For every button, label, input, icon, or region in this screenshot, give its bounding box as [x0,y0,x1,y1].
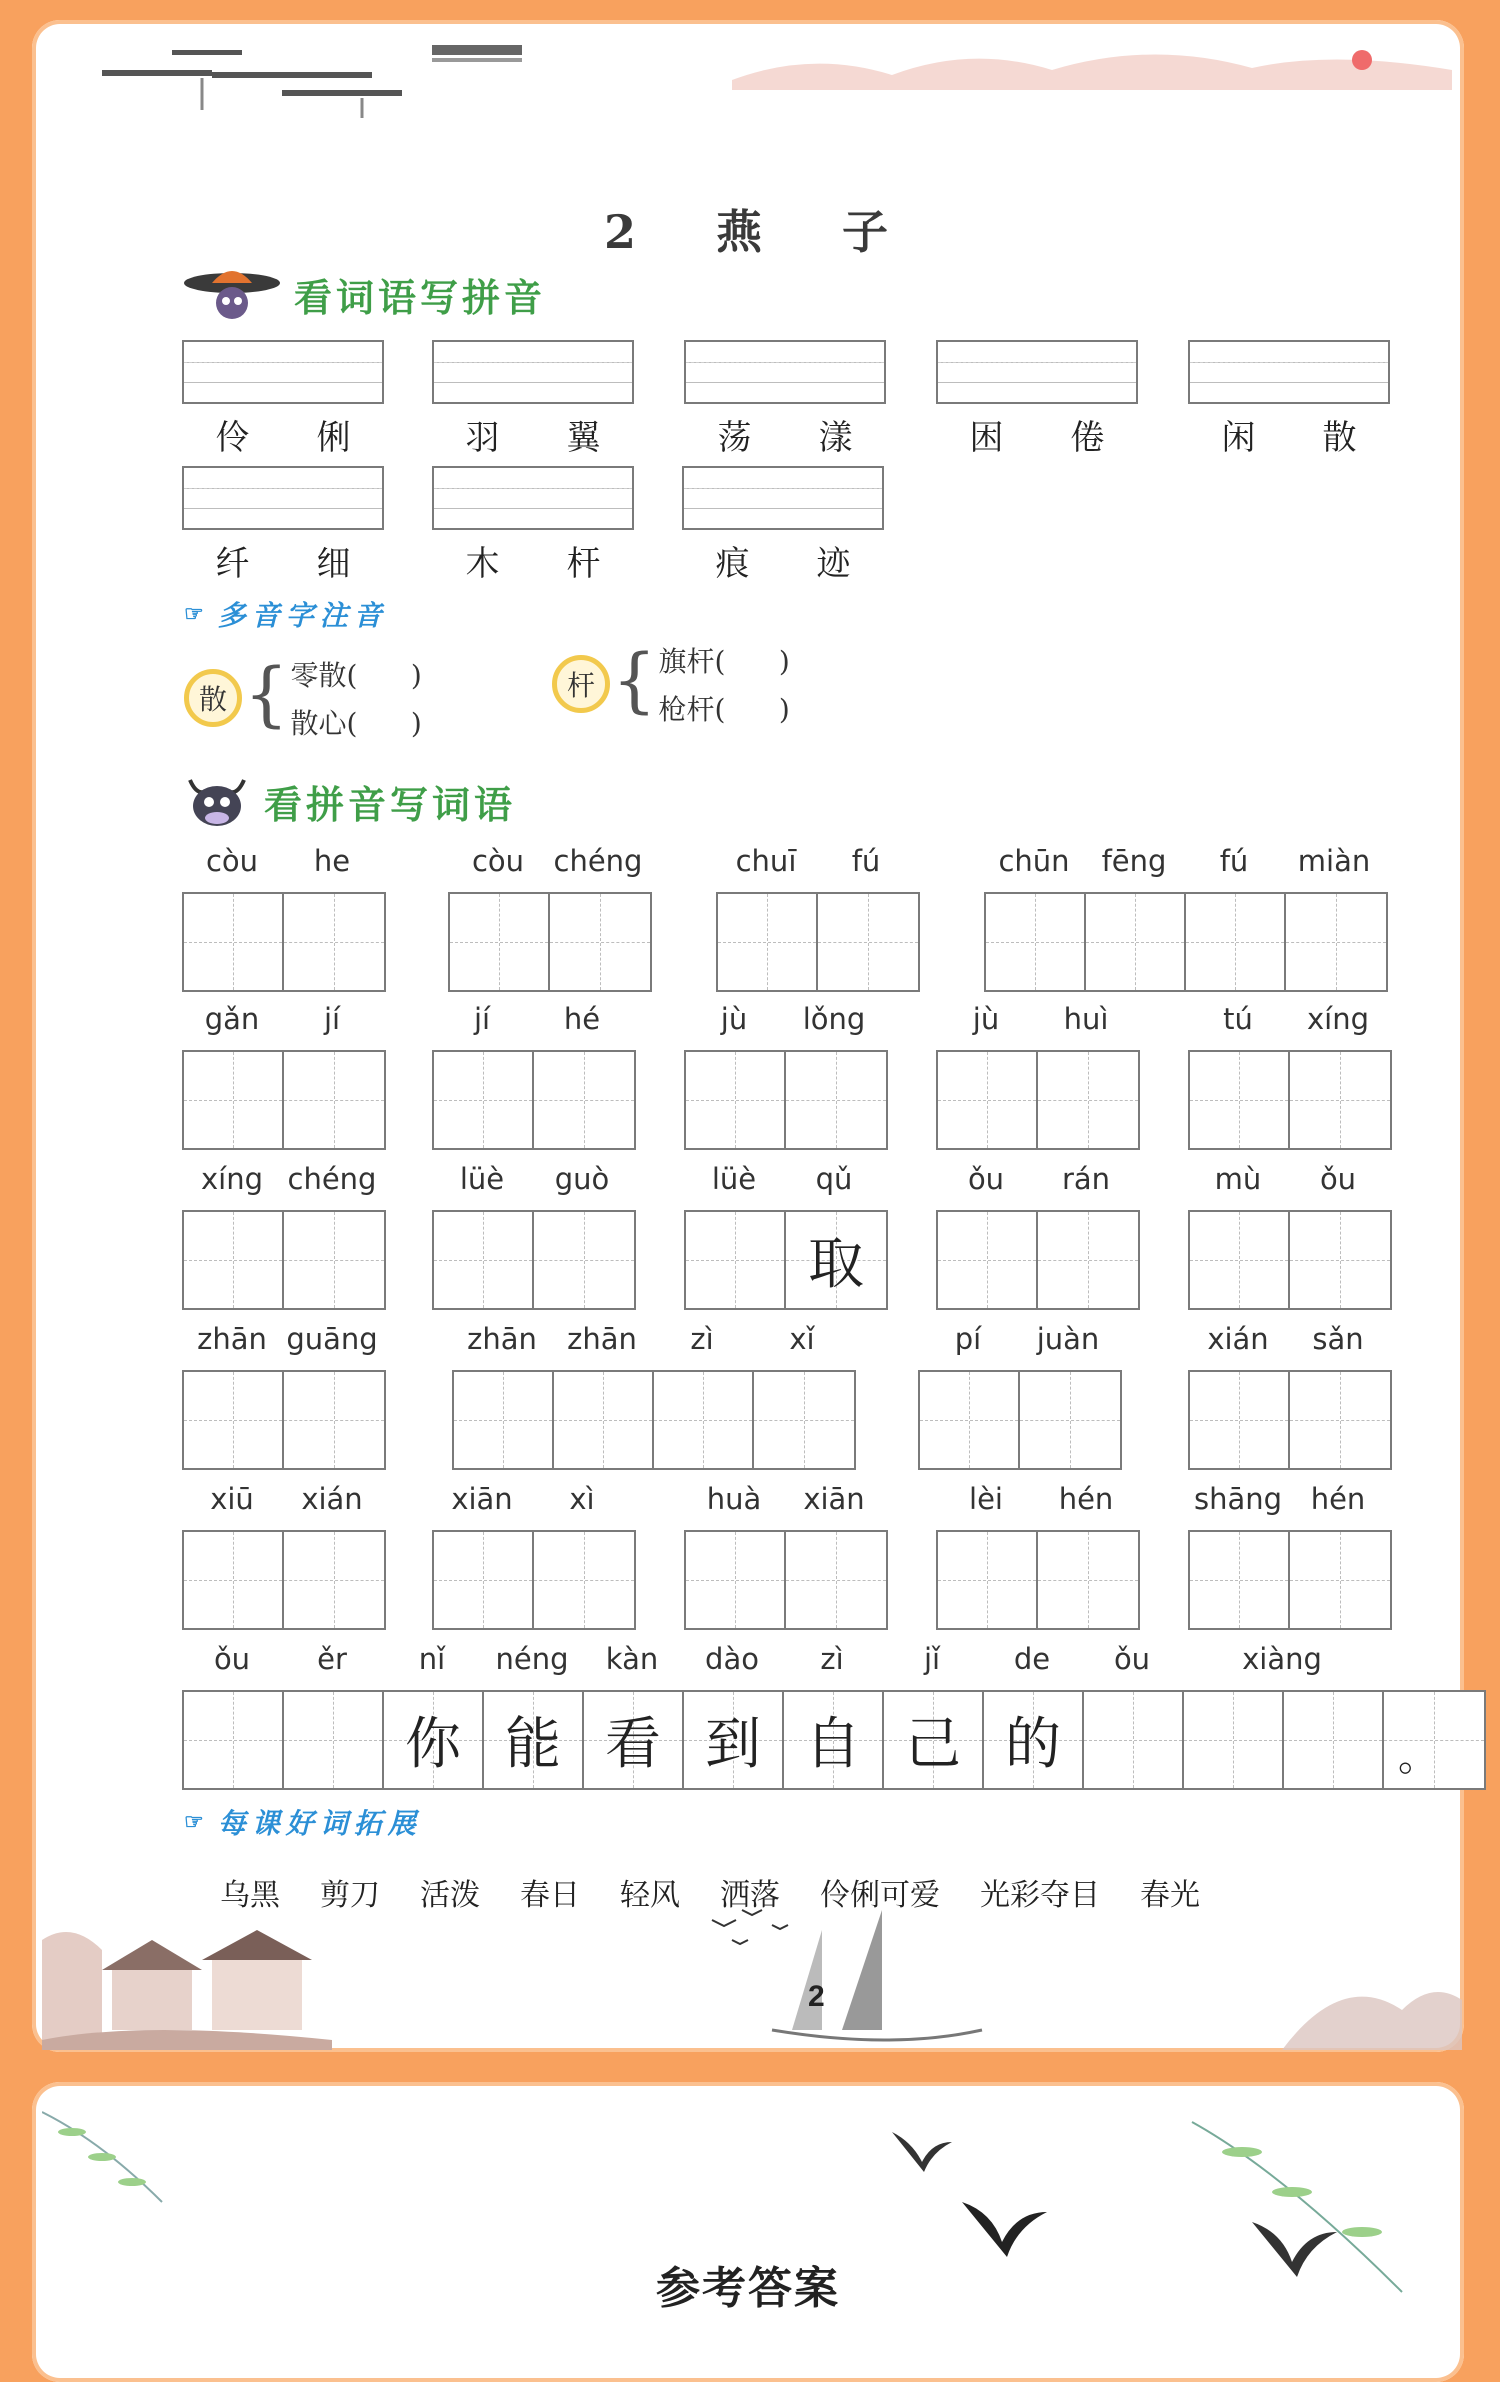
writing-grid [452,1370,856,1470]
pinyin-label: lèi [969,1482,1003,1516]
polyphone-heading [184,594,388,634]
section-title: 看词语写拼音 [294,274,547,320]
pinyin-label: còu [471,844,525,878]
answer-card [32,2082,1464,2382]
writing-grid [918,1370,1122,1470]
writing-cell[interactable] [450,894,550,990]
writing-cell[interactable] [284,1212,384,1308]
pinyin-answer-box[interactable] [936,340,1138,404]
pinyin-label: hén [1310,1482,1366,1516]
writing-cell[interactable] [686,1532,786,1628]
extension-word: 乌黑 [220,1878,280,1913]
writing-cell[interactable] [554,1372,654,1468]
pinyin-label: xiàng [1242,1642,1322,1676]
writing-cell[interactable] [1086,894,1186,990]
mountain-decoration-icon [732,30,1452,110]
pinyin-label: huì [1063,1002,1109,1036]
pinyin-label: de [1013,1642,1051,1676]
writing-cell[interactable] [434,1212,534,1308]
polyphone-group [552,640,790,728]
writing-cell[interactable] [1284,1692,1384,1788]
polyphone-char: 散 [198,683,227,716]
writing-cell[interactable] [986,894,1086,990]
pinyin-label: chūn [998,844,1070,878]
pinyin-label: ǒu [967,1162,1005,1196]
writing-grid [182,1050,386,1150]
vocab-word [432,536,634,585]
polyphone-line[interactable]: 旗杆( ) [658,645,790,678]
pinyin-answer-box[interactable] [682,466,884,530]
writing-grid [1188,1210,1392,1310]
pinyin-label: fú [1219,844,1249,878]
brace-icon: { [244,653,289,735]
pinyin-label: ǒu [213,1642,251,1676]
pinyin-label: jí [473,1002,491,1036]
vocab-char: 困 [969,418,1004,458]
writing-grid [716,892,920,992]
vocab-char: 俐 [316,418,351,458]
answer-title: 参考答案 [656,2263,840,2314]
writing-grid [1188,1530,1392,1630]
eaves-decoration-icon [62,30,532,120]
vocab-char: 迹 [816,544,851,584]
writing-cell[interactable] [284,1692,384,1788]
vocab-word [936,410,1138,459]
writing-cell[interactable] [1190,1052,1290,1148]
vocab-word [182,536,384,585]
writing-cell[interactable] [786,1532,886,1628]
writing-grid [182,892,386,992]
section-write-words-heading [182,772,516,830]
vocab-char: 伶 [215,418,250,458]
pinyin-label: néng [495,1642,569,1676]
extension-word: 活泼 [420,1878,480,1913]
pinyin-label: xiū [210,1482,254,1516]
pinyin-label: guò [554,1162,610,1196]
mascot-icon [182,265,282,323]
pinyin-label: chéng [553,844,643,878]
pinyin-label: xíng [1306,1002,1369,1036]
vocab-char: 漾 [818,418,853,458]
sentence-writing-grid [182,1690,1486,1790]
writing-cell[interactable] [534,1052,634,1148]
extension-heading [184,1802,422,1842]
writing-cell[interactable] [718,894,818,990]
pinyin-label: miàn [1297,844,1371,878]
pinyin-label: juàn [1036,1322,1100,1356]
writing-grid [936,1210,1140,1310]
vocab-word [1188,410,1390,459]
pinyin-label: zì [820,1642,844,1676]
cell-char: 取 [808,1232,864,1297]
writing-cell[interactable] [184,1052,284,1148]
pinyin-label: tú [1223,1002,1253,1036]
hills-decoration-icon [1282,1950,1462,2050]
writing-grid [432,1050,636,1150]
polyphone-line[interactable]: 零散( ) [290,659,422,692]
vocab-char: 荡 [717,418,752,458]
pinyin-label: chuī [735,844,797,878]
pinyin-label: jù [972,1002,1000,1036]
writing-grid [182,1370,386,1470]
extension-word: 伶俐可爱 [820,1878,940,1913]
vocab-word [182,410,384,459]
writing-cell[interactable] [1184,1692,1284,1788]
writing-cell[interactable] [1290,1372,1390,1468]
writing-grid [684,1530,888,1630]
cell-char: 看 [605,1712,661,1777]
writing-cell[interactable] [550,894,650,990]
page-number: 2 [808,1980,825,2013]
writing-cell[interactable] [1290,1532,1390,1628]
writing-cell[interactable] [284,894,384,990]
polyphone-group [184,654,422,742]
pinyin-label: còu [205,844,259,878]
vocab-word [432,410,634,459]
pinyin-label: pí [954,1322,982,1356]
writing-cell[interactable] [786,1212,886,1308]
writing-cell[interactable] [384,1692,484,1788]
cell-char: 自 [805,1712,861,1777]
writing-cell[interactable] [786,1052,886,1148]
writing-cell[interactable] [534,1532,634,1628]
pinyin-label: jǐ [923,1642,941,1676]
lesson-title-char: 燕 [716,205,766,259]
writing-cell[interactable] [1190,1212,1290,1308]
writing-cell[interactable] [434,1052,534,1148]
vocab-char: 痕 [715,544,750,584]
writing-cell[interactable] [938,1532,1038,1628]
writing-cell[interactable] [284,1532,384,1628]
cell-char: 你 [405,1712,461,1777]
writing-cell[interactable] [184,1372,284,1468]
pointing-hand-icon: ☞ [184,1809,210,1835]
writing-grid [936,1050,1140,1150]
extension-word: 洒落 [720,1878,780,1913]
pinyin-label: jù [720,1002,748,1036]
vocab-char: 翼 [566,418,601,458]
pinyin-label: sǎn [1312,1322,1364,1356]
writing-cell[interactable] [1186,894,1286,990]
pinyin-label: jí [323,1002,341,1036]
pinyin-label: ǒu [1319,1162,1357,1196]
pinyin-answer-box[interactable] [1188,340,1390,404]
polyphone-char: 杆 [566,669,595,702]
writing-cell[interactable] [654,1372,754,1468]
sub-heading-text: 每课好词拓展 [217,1807,422,1840]
pinyin-label: xiān [803,1482,865,1516]
writing-cell[interactable] [434,1532,534,1628]
writing-cell[interactable] [184,894,284,990]
writing-cell[interactable] [184,1692,284,1788]
writing-cell[interactable] [784,1692,884,1788]
pinyin-label: lüè [711,1162,757,1196]
writing-grid [182,1210,386,1310]
pinyin-label: xǐ [789,1322,815,1356]
writing-cell[interactable] [684,1692,784,1788]
pinyin-label: qǔ [815,1162,853,1196]
vocab-char: 倦 [1070,418,1105,458]
writing-cell[interactable] [1020,1372,1120,1468]
polyphone-char-badge [552,655,610,713]
boats-decoration-icon [692,1900,992,2050]
writing-grid [448,892,652,992]
pinyin-label: dào [705,1642,759,1676]
writing-cell[interactable] [818,894,918,990]
section-title: 看拼音写词语 [264,781,517,827]
pinyin-label: xián [1207,1322,1269,1356]
vocab-char: 闲 [1221,418,1256,458]
pinyin-label: shāng [1193,1482,1283,1516]
pinyin-label: xiān [451,1482,513,1516]
pinyin-label: fēng [1101,844,1167,878]
writing-cell[interactable] [184,1532,284,1628]
pinyin-label: lüè [459,1162,505,1196]
writing-cell[interactable] [938,1212,1038,1308]
section-write-pinyin-heading [182,265,546,323]
sub-heading-text: 多音字注音 [217,599,388,632]
writing-cell[interactable] [1290,1052,1390,1148]
cell-char: 己 [905,1712,961,1777]
writing-cell[interactable] [534,1212,634,1308]
pinyin-label: he [313,844,351,878]
writing-grid [182,1530,386,1630]
writing-cell[interactable] [1038,1532,1138,1628]
pinyin-label: nǐ [418,1642,446,1676]
writing-grid [432,1530,636,1630]
vocab-char: 散 [1322,418,1357,458]
lesson-title [32,196,1464,262]
polyphone-char-badge [184,669,242,727]
extension-word: 轻风 [620,1878,680,1913]
cell-char: 能 [505,1712,561,1777]
pinyin-label: ěr [317,1642,347,1676]
pinyin-label: xíng [200,1162,263,1196]
extension-word: 春光 [1140,1878,1200,1913]
writing-grid [432,1210,636,1310]
vocab-word [684,410,886,459]
writing-cell[interactable] [1038,1052,1138,1148]
extension-word: 光彩夺目 [980,1878,1100,1913]
writing-grid [684,1210,888,1310]
pinyin-label: fú [851,844,881,878]
writing-grid [1188,1050,1392,1150]
pinyin-label: zì [690,1322,714,1356]
writing-cell[interactable] [284,1372,384,1468]
writing-cell[interactable] [754,1372,854,1468]
period-mark: 。 [1398,1734,1438,1780]
pinyin-label: xián [301,1482,363,1516]
willow-branch-icon [42,2102,172,2212]
writing-cell[interactable] [884,1692,984,1788]
vocab-char: 细 [316,544,351,584]
lesson-number: 2 [603,205,640,259]
writing-cell[interactable] [1384,1692,1484,1788]
writing-cell[interactable] [284,1052,384,1148]
vocab-char: 杆 [566,544,601,584]
writing-cell[interactable] [1290,1212,1390,1308]
writing-cell[interactable] [584,1692,684,1788]
pinyin-answer-box[interactable] [182,466,384,530]
worksheet-page [32,20,1464,2052]
writing-grid [936,1530,1140,1630]
writing-cell[interactable] [1286,894,1386,990]
pinyin-answer-box[interactable] [432,340,634,404]
writing-cell[interactable] [454,1372,554,1468]
extension-word: 剪刀 [320,1878,380,1913]
pinyin-answer-box[interactable] [684,340,886,404]
lesson-title-char: 子 [842,205,893,259]
cell-char: 到 [705,1712,761,1777]
vocab-word [682,536,884,585]
pinyin-label: mù [1214,1162,1262,1196]
writing-cell[interactable] [184,1212,284,1308]
vocab-char: 羽 [465,418,500,458]
pinyin-label: zhān [467,1322,537,1356]
polyphone-line[interactable]: 枪杆( ) [658,693,790,726]
pinyin-label: guāng [286,1322,378,1356]
pinyin-label: rán [1061,1162,1111,1196]
writing-cell[interactable] [484,1692,584,1788]
pinyin-label: gǎn [204,1002,260,1036]
vocab-char: 纤 [215,544,250,584]
pinyin-label: zhān [197,1322,267,1356]
writing-cell[interactable] [1190,1532,1290,1628]
pinyin-label: chéng [287,1162,377,1196]
writing-cell[interactable] [1190,1372,1290,1468]
writing-grid [684,1050,888,1150]
village-decoration-icon [42,1880,332,2050]
cell-char: 的 [1005,1712,1061,1777]
pinyin-label: kàn [605,1642,659,1676]
polyphone-line[interactable]: 散心( ) [290,707,422,740]
writing-grid [984,892,1388,992]
writing-cell[interactable] [686,1052,786,1148]
pinyin-label: huà [706,1482,762,1516]
writing-cell[interactable] [920,1372,1020,1468]
pinyin-label: ǒu [1113,1642,1151,1676]
pinyin-label: xì [569,1482,595,1516]
extension-word: 春日 [520,1878,580,1913]
writing-cell[interactable] [984,1692,1084,1788]
writing-cell[interactable] [938,1052,1038,1148]
pinyin-label: hén [1058,1482,1114,1516]
brace-icon: { [612,639,657,721]
writing-cell[interactable] [1084,1692,1184,1788]
pinyin-label: lǒng [802,1002,866,1036]
writing-cell[interactable] [1038,1212,1138,1308]
vocab-char: 木 [465,544,500,584]
pinyin-label: zhān [567,1322,637,1356]
mascot-cow-icon [182,772,252,830]
pinyin-answer-box[interactable] [182,340,384,404]
pinyin-label: hé [563,1002,601,1036]
writing-grid [1188,1370,1392,1470]
writing-cell[interactable] [686,1212,786,1308]
pointing-hand-icon: ☞ [184,601,210,627]
pinyin-answer-box[interactable] [432,466,634,530]
